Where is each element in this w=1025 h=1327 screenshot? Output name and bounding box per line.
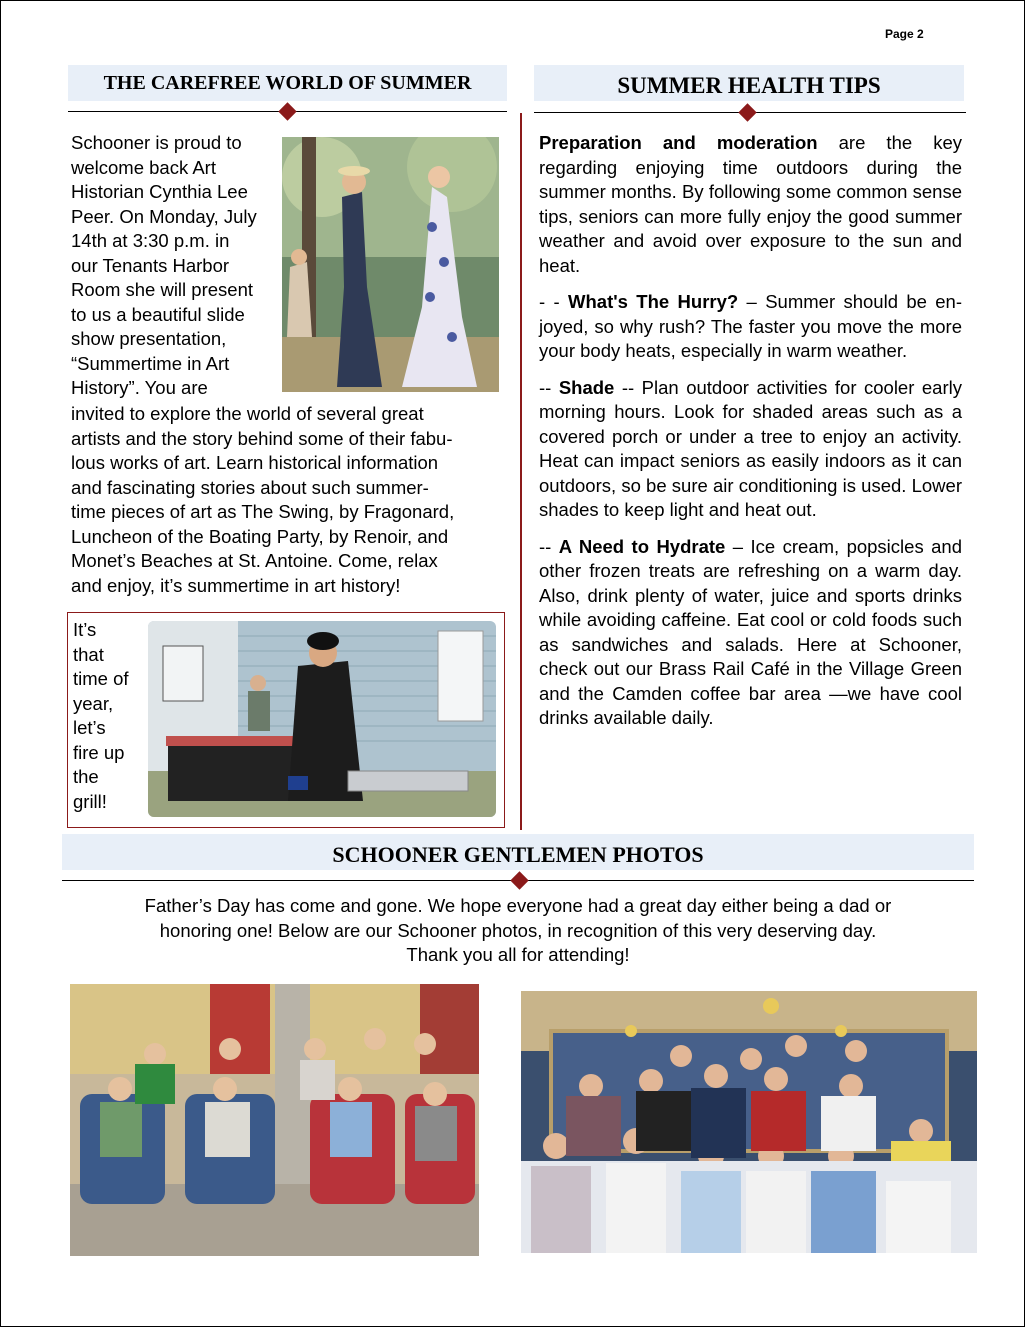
tip-prefix: -- — [539, 535, 559, 557]
text-line: Peer. On Monday, July — [71, 205, 257, 227]
intro-text: are the key regarding enjoying time outdoors during the summer months. By following some common sense tips, seniors can more fully enjoy the good summer weather and avoid over exposure to the sun and heat. — [539, 132, 962, 276]
text-line: show presentation, — [71, 328, 227, 349]
tip-prefix: - - — [539, 291, 569, 312]
text-line: fire up — [73, 741, 125, 763]
tip-heading: Shade — [558, 376, 615, 398]
text-line: honoring one! Below are our Schooner photos, in recognition of this very deserving day. — [159, 919, 877, 941]
health-intro — [539, 131, 962, 278]
tip-text: -- Plan outdoor activities for cooler early morning hours. Look for shaded areas such as a covered porch or under a tree to enjoy an activity. Heat can impact seniors as easily indoors as it can outdoors, so be sure air conditioning is used. Lower shades to keep light and heat out. — [539, 376, 962, 520]
text-line: to us a beautiful slide — [71, 303, 245, 325]
tip-prefix: -- — [539, 376, 559, 398]
tip-heading: What's The Hurry? — [568, 291, 739, 312]
text-line: and fascinating stories about such summer- — [71, 476, 429, 498]
text-line: lous works of art. Learn historical information — [71, 452, 439, 473]
text-line: Room she will present — [71, 279, 253, 300]
diamond-ornament-icon — [738, 103, 756, 121]
text-line: “Summertime in Art — [71, 352, 230, 374]
intro-bold: Preparation and moderation — [539, 132, 818, 153]
article-intro-wrap — [71, 131, 286, 401]
text-line: Father’s Day has come and gone. We hope everyone had a great day either being a dad or — [144, 895, 892, 916]
health-tips-body — [539, 131, 962, 731]
right-section-title: SUMMER HEALTH TIPS — [534, 65, 964, 101]
tip-item — [539, 290, 962, 364]
text-line: time pieces of art as The Swing, by Fragonard, — [71, 501, 455, 522]
text-line: artists and the story behind some of their fabu- — [71, 427, 453, 449]
painting-image — [282, 137, 499, 392]
text-line: Schooner is proud to — [71, 132, 242, 153]
bottom-section-title: SCHOONER GENTLEMEN PHOTOS — [62, 834, 974, 870]
text-line: grill! — [73, 790, 107, 812]
text-line: the — [73, 766, 99, 787]
text-line: It’s — [73, 619, 97, 640]
text-line: time of — [73, 668, 129, 689]
tip-item — [539, 535, 962, 731]
fathers-day-text — [62, 894, 974, 968]
diamond-ornament-icon — [510, 871, 528, 889]
text-line: year, — [73, 692, 114, 714]
text-line: Luncheon of the Boating Party, by Renoir, and — [71, 525, 449, 547]
grill-caption — [73, 618, 145, 814]
tip-text: – Ice cream, popsicles and other frozen treats are refreshing on a warm day. Also, drink plenty of water, juice and sports drinks while avoiding caffeine. Eat cool or cold foods such as sandwiches and salads. Here at Schooner, check out our Brass Rail Café in the Village Green and the Camden coffee bar area —we have cool drinks available daily. — [539, 535, 962, 728]
text-line: let’s — [73, 717, 106, 738]
text-line: our Tenants Harbor — [71, 254, 230, 276]
group-photo-left — [70, 984, 479, 1256]
left-section-title: THE CAREFREE WORLD OF SUMMER — [68, 65, 507, 101]
diamond-ornament-icon — [278, 102, 296, 120]
tip-text: – Summer should be en-joyed, so why rush? The faster you move the more your body heats, especially in warm weather. — [539, 291, 963, 361]
grill-photo — [148, 621, 496, 817]
text-line: that — [73, 643, 104, 665]
page-number: Page 2 — [885, 27, 924, 41]
tip-heading: A Need to Hydrate — [558, 535, 726, 557]
article-body — [71, 402, 503, 598]
text-line: History”. You are — [71, 377, 208, 398]
text-line: Historian Cynthia Lee — [71, 181, 248, 202]
text-line: Thank you all for attending! — [406, 944, 630, 965]
group-photo-right — [521, 991, 977, 1253]
text-line: and enjoy, it’s summertime in art history! — [71, 574, 401, 596]
text-line: welcome back Art — [71, 156, 216, 178]
text-line: 14th at 3:30 p.m. in — [71, 230, 230, 251]
tip-item — [539, 376, 962, 523]
text-line: Monet’s Beaches at St. Antoine. Come, relax — [71, 550, 438, 571]
column-divider — [520, 113, 522, 830]
text-line: invited to explore the world of several great — [71, 403, 424, 424]
